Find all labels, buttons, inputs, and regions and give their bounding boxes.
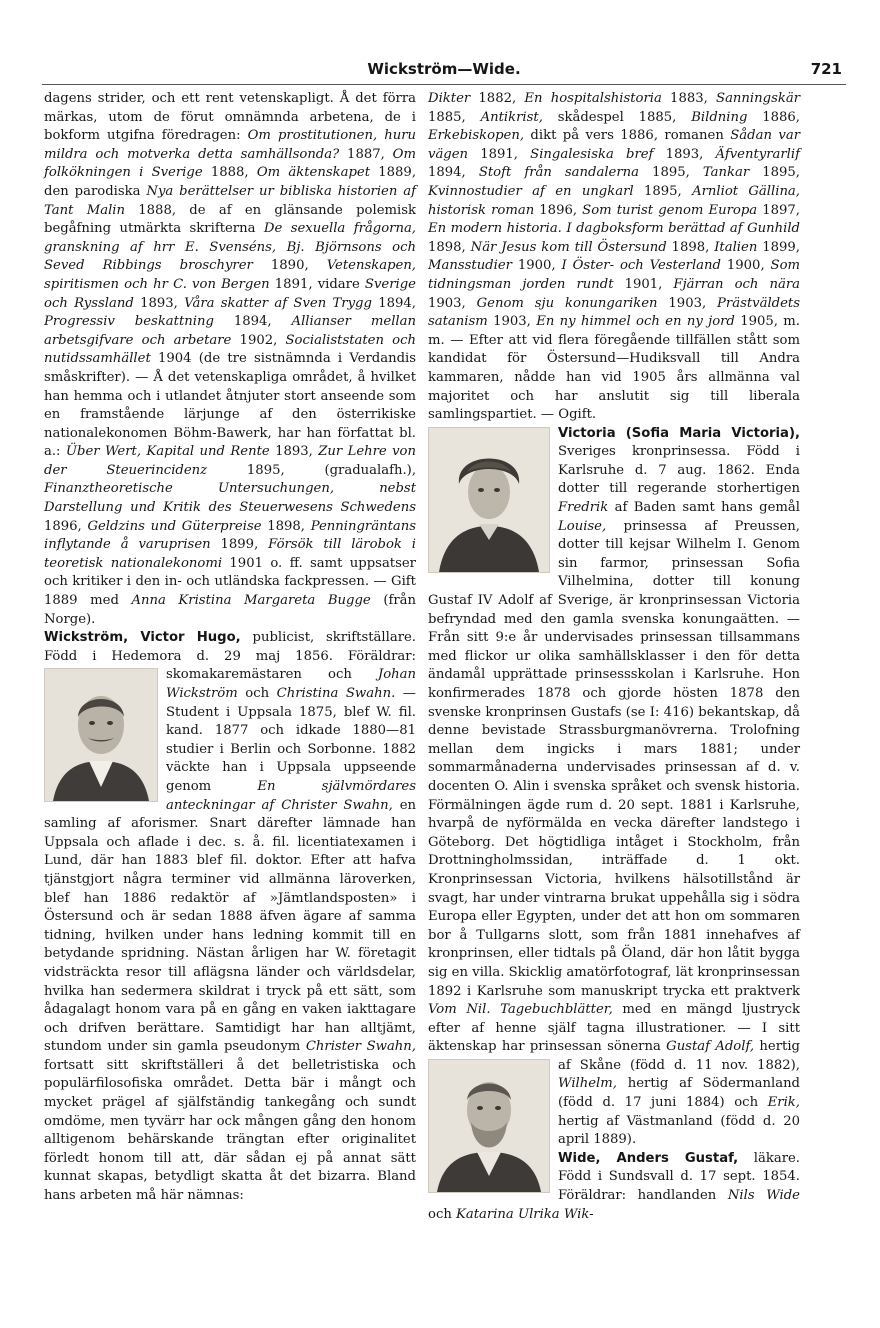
victoria-entry: Victoria (Sofia Maria Victoria), Sveriges kronprinsessa. Född i Karlsruhe d. 7 aug. 1862. Enda dotter till regerande storhertigen Fredrik af Baden samt hans gemål Louise, prinsessa af Preussen, dotter till kejsar Wilhelm I. Genom sin farmor, prinsessan Sofia Vilhelmina, dotter till konung Gustaf IV Adolf af Sverige, är kronprinsessan Victoria befryndad med den gamla svenska konungaätten. — Från sitt 9:e år undervisades prinsessan tillsammans med flickor ur olika samhällsklasser i den för detta ändamål upprättade prinsessskolan i Karlsruhe. Hon konfirmerades 1878 och gjorde hösten 1878 den svenske kronprinsen Gustafs (se I: 416) bekantskap, då denne bevistade Strassburgmanövrerna. Trolofning mellan dem ingicks i mars 1881; under sommarmånaderna undervisades prinsessan af d. v. docenten O. Alin i svenska språket och svensk historia. Förmälningen ägde rum d. 20 sept. 1881 i Karlsruhe, hvarpå de nyförmälda en vecka därefter landstego i Göteborg. Det högtidliga intåget i Stockholm, från Drottningholmssidan, inträffade d. 1 okt. Kronprinsessan Victoria, hvilkens hälsotillstånd är svagt, har under vintrarna brukat uppehålla sig i södra Europa eller Egypten, under det att hon om sommaren bor å Tullgarns slott, som från 1881 innehafves af kronprinsen, eller tidtals på Öland, där hon låtit bygga sig en villa. Skicklig amatörfotograf, lät kronprinsessan 1892 i Karlsruhe som manuskript trycka ett praktverk Vom Nil. Tagebuchblätter, med en mängd ljustryck efter af henne själf tagna illustrationer. — I sitt äktenskap har prinsessan sönerna Gustaf Adolf, hertig af Skåne (född d. 11 nov. 1882), Wilhelm, hertig af Södermanland (född d. 17 juni 1884) och Erik, hertig af Västmanland (född d. 20 april 1889).	[428, 425, 800, 1150]
portrait-victoria	[428, 427, 550, 573]
page-number: 721	[810, 60, 842, 78]
wide-entry: Wide, Anders Gustaf, läkare. Född i Sundsvall d. 17 sept. 1854. Föräldrar: handlanden Nils Wide och Katarina Ulrika Wik-	[428, 1150, 800, 1222]
entry-heading: Wide, Anders Gustaf,	[558, 1150, 739, 1166]
wicksell-entry-continuation: dagens strider, och ett rent vetenskapligt. Å det förra märkas, utom de förut omnämnda arbetena, de i bokform utgifna föredragen: Om prostitutionen, huru mildra och motverka detta samhällsonda? 1887, Om folkökningen i Sverige 1888, Om äktenskapet 1889, den parodiska Nya berättelser ur bibliska historien af Tant Malin 1888, de af en glänsande polemisk begåfning utmärkta skrifterna De sexuella frågorna, granskning af hrr E. Svenséns, Bj. Björnsons och Seved Ribbings broschyrer 1890, Vetenskapen, spiritismen och hr C. von Bergen 1891, vidare Sverige och Ryssland 1893, Våra skatter af Sven Trygg 1894, Progressiv beskattning 1894, Allianser mellan arbetsgifvare och arbetare 1902, Socialiststaten och nutidssamhället 1904 (de tre sistnämnda i Verdandis småskrifter). — Å det vetenskapliga området, å hvilket han hemma och i utlandet åtnjuter stort anseende som en framstående lärjunge af den österrikiske nationalekonomen Böhm-Bawerk, har han författat bl. a.: Über Wert, Kapital und Rente 1893, Zur Lehre von der Steuerincidenz 1895, (gradualafh.), Finanztheoretische Untersuchungen, nebst Darstellung und Kritik des Steuerwesens Schwedens 1896, Geldzins und Güterpreise 1898, Penningräntans inflytande å varuprisen 1899, Försök till lärobok i teoretisk nationalekonomi 1901 o. ff. samt uppsatser och kritiker i den in- och utländska fackpressen. — Gift 1889 med Anna Kristina Margareta Bugge (från Norge).	[44, 91, 417, 627]
left-column	[44, 90, 416, 1206]
portrait-wickstrom	[44, 668, 158, 802]
portrait-wide	[428, 1059, 550, 1193]
entry-heading: Victoria (Sofia Maria Victoria),	[558, 425, 800, 441]
right-column	[428, 90, 800, 1224]
wickstrom-entry: Wickström, Victor Hugo, publicist, skriftställare. Född i Hedemora d. 29 maj 1856. Föräldrar: skomakaremästaren och Johan Wickström och Christina Swahn. — Student i Uppsala 1875, blef W. fil. kand. 1877 och idkade 1880—81 studier i Berlin och Sorbonne. 1882 väckte han i Uppsala uppseende genom En självmördares anteckningar af Christer Swahn, en samling af aforismer. Snart därefter lämnade han Uppsala och aflade i dec. s. å. fil. licentiatexamen i Lund, där han 1883 blef fil. doktor. Efter att hafva tjänstgjort några terminer vid allmänna läroverken, blef han 1886 redaktör af »Jämtlandsposten» i Östersund och är sedan 1888 äfven ägare af samma tidning, hvilken under hans ledning kommit till en betydande spridning. Nästan årligen har W. företagit vidsträckta resor till aflägsna länder och världsdelar, hvilka han sedermera skildrat i tryck på ett sätt, som ådagalagt honom vara på en gång en vaken iakttagare och drifven berättare. Samtidigt har han alltjämt, stundom under sin gamla pseudonym Christer Swahn, fortsatt sitt skriftställeri å det belletristiska och populärfilosofiska området. Detta bär i mångt och mycket prägel af själfständig tankegång och sundt omdöme, men tyvärr har ock mången gång den honom alltigenom behärskande trängtan efter originalitet förledt honom till att, där sådan ej på annat sätt kunnat skapas, betydligt skatta åt det bizarra. Bland hans arbeten må här nämnas:	[44, 630, 416, 1204]
running-title: Wickström—Wide.	[367, 60, 521, 78]
entry-heading: Wickström, Victor Hugo,	[44, 630, 241, 646]
running-header	[42, 58, 846, 85]
wickstrom-works-continuation: Dikter 1882, En hospitalshistoria 1883, Sanningskär 1885, Antikrist, skådespel 1885, Bildning 1886, Erkebiskopen, dikt på vers 1886, romanen Sådan var vägen 1891, Singalesiska bref 1893, Äfventyrarlif 1894, Stoft från sandalerna 1895, Tankar 1895, Kvinnostudier af en ungkarl 1895, Arnliot Gällina, historisk roman 1896, Som turist genom Europa 1897, En modern historia. I dagboksform berättad af Gunhild 1898, När Jesus kom till Östersund 1898, Italien 1899, Mansstudier 1900, I Öster- och Vesterland 1900, Som tidningsman jorden rundt 1901, Fjärran och nära 1903, Genom sju konungariken 1903, Prästväldets satanism 1903, En ny himmel och en ny jord 1905, m. m. — Efter att vid flera föregående tillfällen stått som kandidat för Östersund—Hudiksvall till Andra kammaren, nådde han vid 1905 års allmänna val majoritet och har anslutit sig till liberala samlingspartiet. — Ogift.	[428, 91, 801, 423]
